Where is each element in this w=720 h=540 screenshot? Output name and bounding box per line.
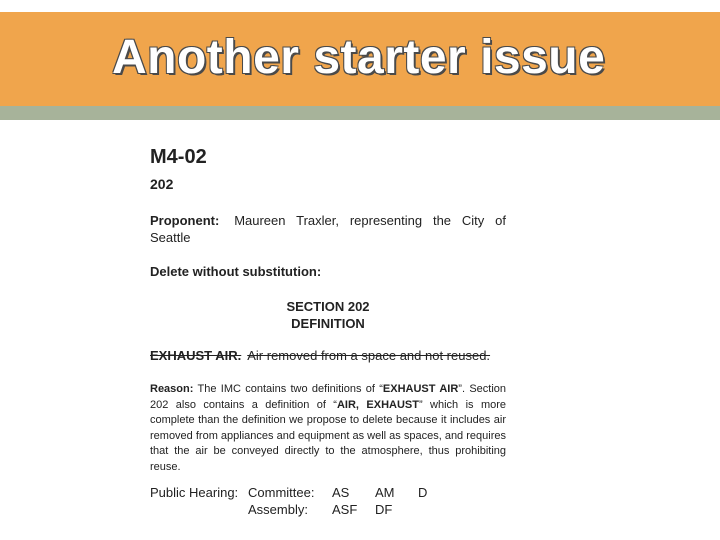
proposal-code: M4-02 (150, 146, 207, 168)
deleted-definition (150, 348, 506, 363)
deleted-definition-text: Air removed from a space and not reused. (247, 348, 491, 363)
reason-term-2: AIR, EXHAUST (336, 398, 419, 411)
top-strip (0, 0, 720, 12)
deleted-term: EXHAUST AIR. (150, 348, 242, 363)
hearing-body: Assembly: (248, 502, 308, 517)
reason-text-3: ” which is more complete than the definition we propose to delete because it includes air removed from appliances and equipment as well as spaces, and requires that the air be conveyed directly to the atmosphere, thus prohibiting reuse. (150, 398, 507, 473)
reason-label: Reason: (150, 383, 194, 395)
hearing-result-a: ASF (332, 502, 358, 517)
reason-text-1: The IMC contains two definitions of “ (197, 383, 383, 395)
section-heading: SECTION 202 (286, 299, 370, 314)
proponent-paragraph (150, 212, 506, 246)
hearing-result-b: AM (375, 485, 395, 500)
section-heading-block (150, 298, 506, 332)
reason-paragraph (150, 382, 506, 475)
hearing-body: Committee: (248, 485, 315, 500)
section-number: 202 (150, 176, 174, 192)
hearing-result-c: D (418, 485, 428, 500)
reason-term-1: EXHAUST AIR (382, 383, 459, 395)
slide-title: Another starter issue (112, 31, 606, 84)
delete-instruction: Delete without substitution: (150, 264, 322, 279)
reason-text-2: ”. Section 202 also contains a definition of “ (150, 383, 507, 411)
proponent-text: Maureen Traxler, representing the City of Seattle (150, 213, 506, 245)
public-hearing-label: Public Hearing: (150, 485, 239, 500)
section-subheading: DEFINITION (291, 316, 365, 331)
hearing-result-b: DF (375, 502, 393, 517)
proponent-label: Proponent: (150, 213, 220, 228)
accent-band (0, 106, 720, 120)
hearing-result-a: AS (332, 485, 350, 500)
